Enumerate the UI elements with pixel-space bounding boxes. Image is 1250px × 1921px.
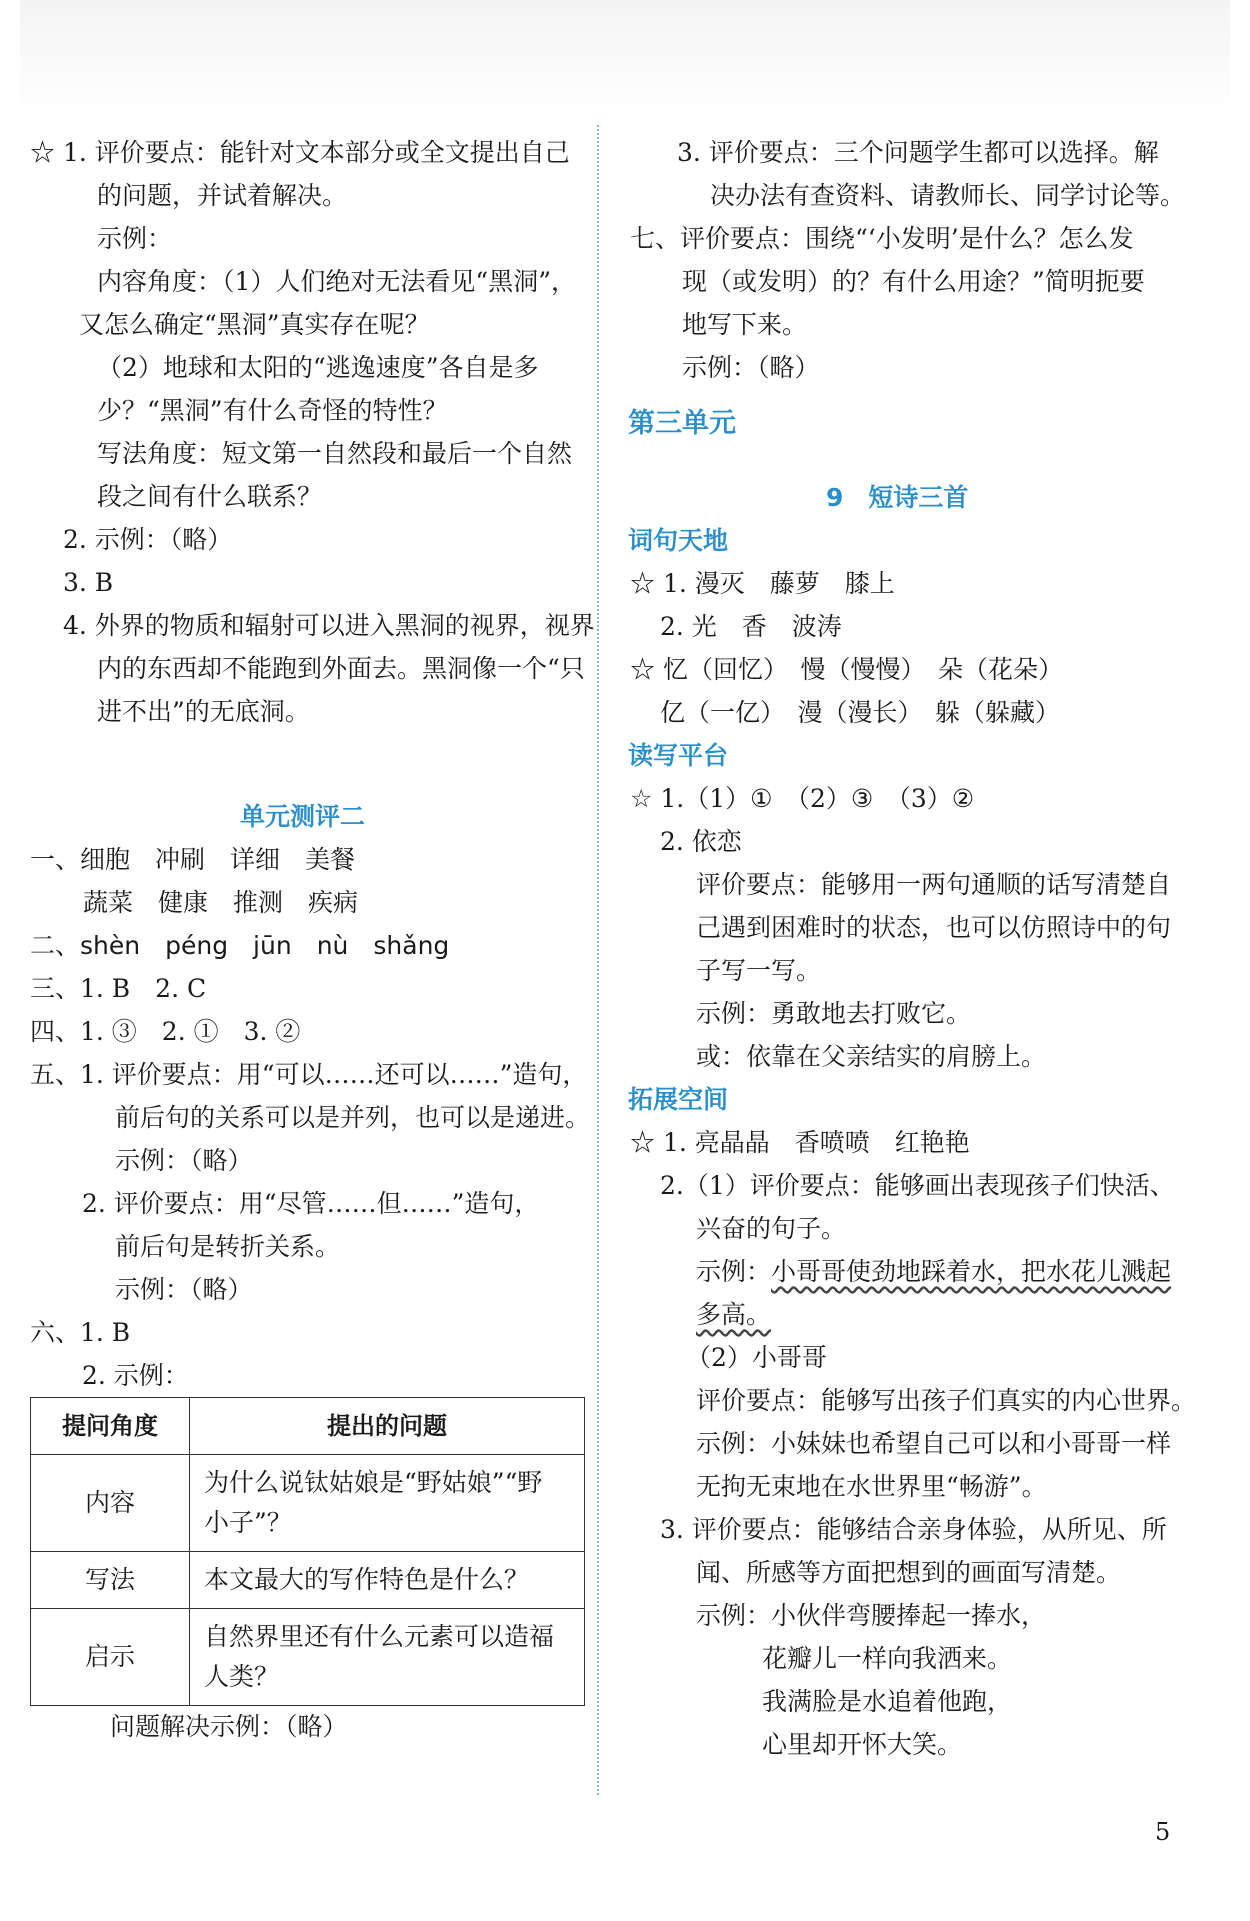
section5-line3: 示例：（略）	[115, 1146, 253, 1175]
section1-line2: 蔬菜 健康 推测 疾病	[83, 888, 359, 917]
left-q1-line8: 写法角度：短文第一自然段和最后一个自然	[97, 439, 573, 468]
table-cell-question	[190, 1552, 585, 1609]
poem-line2: 花瓣儿一样向我洒来。	[762, 1644, 1013, 1673]
right-q7-line2: 现（或发明）的？有什么用途？”简明扼要	[682, 267, 1145, 296]
section6-line1: 六、1. B	[30, 1318, 131, 1347]
left-q3: 3. B	[63, 568, 114, 597]
expand-line10: 3. 评价要点：能够结合亲身体验，从所见、所	[660, 1515, 1167, 1544]
section5-line1: 五、1. 评价要点：用“可以……还可以……”造句，	[30, 1060, 588, 1089]
table-cell-angle: 写法	[31, 1552, 190, 1609]
expand-line2: 2.（1）评价要点：能够画出表现孩子们快活、	[660, 1171, 1175, 1200]
underlined-sentence-end: 多高。	[696, 1300, 772, 1329]
table-header-angle: 提问角度	[31, 1398, 190, 1455]
section5-line5: 前后句是转折关系。	[115, 1232, 341, 1261]
readwrite-line6: 示例：勇敢地去打败它。	[696, 999, 972, 1028]
table-header-row	[31, 1398, 585, 1455]
page-number: 5	[1155, 1818, 1171, 1846]
table-row	[31, 1609, 585, 1706]
words-line2: 2. 光 香 波涛	[660, 612, 842, 641]
table-cell-text: 自然界里还有什么元素可以造福	[204, 1622, 555, 1651]
table-cell-question	[190, 1609, 585, 1706]
left-q4-line3: 进不出”的无底洞。	[97, 697, 310, 726]
section6-line2: 2. 示例：	[82, 1361, 189, 1390]
left-q1-line5: 又怎么确定“黑洞”真实存在呢？	[79, 310, 430, 339]
solution-example: 问题解决示例：（略）	[110, 1712, 348, 1741]
table-cell-angle: 内容	[31, 1455, 190, 1552]
section-readwrite-heading: 读写平台	[628, 741, 729, 770]
left-q4-line1: 4. 外界的物质和辐射可以进入黑洞的视界，视界	[63, 611, 595, 640]
readwrite-line3: 评价要点：能够用一两句通顺的话写清楚自	[696, 870, 1172, 899]
expand-line6: （2）小哥哥	[686, 1343, 827, 1372]
right-q3-line2: 决办法有查资料、请教师长、同学讨论等。	[710, 181, 1186, 210]
left-q1-line9: 段之间有什么联系？	[97, 482, 323, 511]
left-q1-line3: 示例：	[97, 224, 173, 253]
column-divider	[597, 125, 599, 1795]
right-q7-line3: 地写下来。	[682, 310, 808, 339]
table-row	[31, 1552, 585, 1609]
section3: 三、1. B 2. C	[30, 974, 207, 1003]
table-cell-question	[190, 1455, 585, 1552]
expand-line5	[696, 1295, 771, 1335]
section-expand-heading: 拓展空间	[628, 1085, 729, 1114]
left-q1-line7: 少？“黑洞”有什么奇怪的特性？	[97, 396, 448, 425]
right-q7-line4: 示例：（略）	[682, 353, 820, 382]
expand-line8: 示例：小妹妹也希望自己可以和小哥哥一样	[696, 1429, 1172, 1458]
unit3-heading: 第三单元	[628, 408, 736, 439]
expand-line3: 兴奋的句子。	[696, 1214, 847, 1243]
section4: 四、1. ③ 2. ① 3. ②	[30, 1017, 301, 1046]
poem-line3: 我满脸是水追着他跑，	[762, 1687, 1013, 1716]
expand-line4	[696, 1252, 1171, 1292]
unit-test-title: 单元测评二	[240, 802, 366, 831]
question-table	[30, 1397, 585, 1706]
left-q1-line2: 的问题，并试着解决。	[97, 181, 348, 210]
underlined-sentence: 小哥哥使劲地踩着水，把水花儿溅起	[771, 1257, 1172, 1286]
readwrite-line2: 2. 依恋	[660, 827, 742, 856]
poem-line1: 示例：小伙伴弯腰捧起一捧水，	[696, 1601, 1047, 1630]
section5-line2: 前后句的关系可以是并列，也可以是递进。	[115, 1103, 591, 1132]
poem-line4: 心里却开怀大笑。	[762, 1730, 963, 1759]
readwrite-line5: 子写一写。	[696, 956, 822, 985]
expand-line11: 闻、所感等方面把想到的画面写清楚。	[696, 1558, 1122, 1587]
left-q1-line4: 内容角度：（1）人们绝对无法看见“黑洞”，	[97, 267, 576, 296]
table-header-question: 提出的问题	[190, 1398, 585, 1455]
readwrite-line1: ☆ 1.（1）① （2）③ （3）②	[630, 784, 975, 813]
right-q3-line1: 3. 评价要点：三个问题学生都可以选择。解	[677, 138, 1159, 167]
top-scan-band	[20, 0, 1230, 115]
expand-line1: ☆ 1. 亮晶晶 香喷喷 红艳艳	[630, 1128, 970, 1157]
lesson-title: 9 短诗三首	[826, 483, 969, 512]
table-cell-text: 人类？	[204, 1662, 280, 1691]
section1-line1: 一、细胞 冲刷 详细 美餐	[30, 845, 356, 874]
left-q4-line2: 内的东西却不能跑到外面去。黑洞像一个“只	[97, 654, 585, 683]
expand-line9: 无拘无束地在水世界里“畅游”。	[696, 1472, 1047, 1501]
left-q1-line1: ☆ 1. 评价要点：能针对文本部分或全文提出自己	[30, 138, 570, 167]
section2-pinyin: 二、shèn péng jūn nù shǎng	[30, 931, 450, 960]
left-q2: 2. 示例：（略）	[63, 525, 233, 554]
example-label: 示例：	[696, 1257, 772, 1286]
section5-line4: 2. 评价要点：用“尽管……但……”造句，	[82, 1189, 540, 1218]
readwrite-line7: 或：依靠在父亲结实的肩膀上。	[696, 1042, 1047, 1071]
words-line3: ☆ 忆（回忆） 慢（慢慢） 朵（花朵）	[630, 655, 1063, 684]
table-cell-angle: 启示	[31, 1609, 190, 1706]
words-line1: ☆ 1. 漫灭 藤萝 膝上	[630, 569, 895, 598]
words-line4: 亿（一亿） 漫（漫长） 躲（躲藏）	[660, 698, 1061, 727]
table-cell-text: 为什么说钛姑娘是“野姑娘”“野	[204, 1468, 543, 1497]
section-words-heading: 词句天地	[628, 526, 729, 555]
left-q1-line6: （2）地球和太阳的“逃逸速度”各自是多	[97, 353, 539, 382]
table-row	[31, 1455, 585, 1552]
readwrite-line4: 己遇到困难时的状态，也可以仿照诗中的句	[696, 913, 1172, 942]
section5-line6: 示例：（略）	[115, 1275, 253, 1304]
expand-line7: 评价要点：能够写出孩子们真实的内心世界。	[696, 1386, 1197, 1415]
table-cell-text: 本文最大的写作特色是什么？	[204, 1565, 530, 1594]
right-q7-line1: 七、评价要点：围绕“‘小发明’是什么？怎么发	[630, 224, 1134, 253]
table-cell-text: 小子”？	[204, 1508, 292, 1537]
